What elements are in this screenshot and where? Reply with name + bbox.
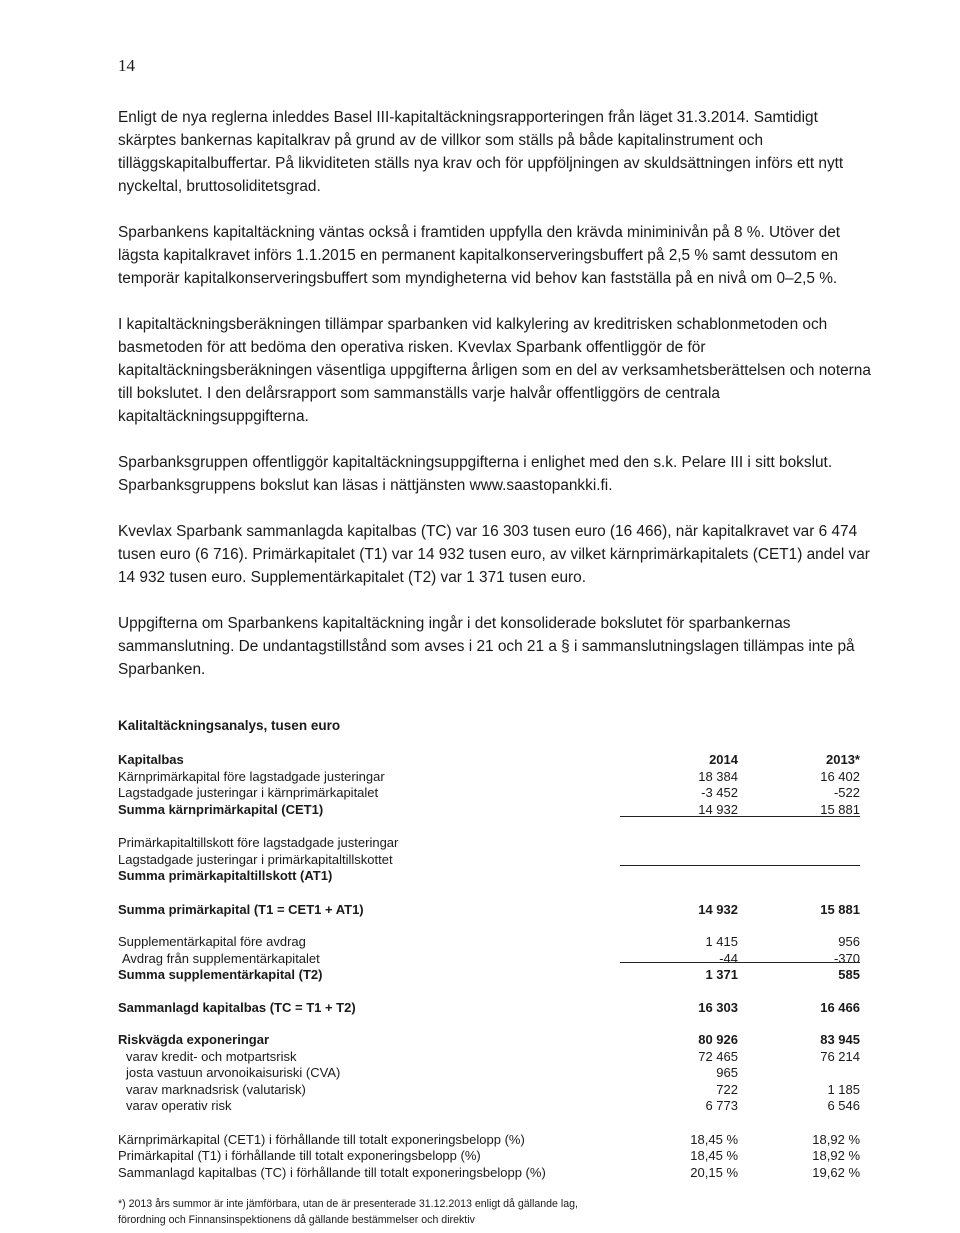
table-row bbox=[118, 934, 860, 951]
value-2013: -370 bbox=[833, 950, 860, 966]
body-text bbox=[118, 106, 874, 704]
value-2013: 19,62 % bbox=[812, 1164, 860, 1180]
value-2013: 15 881 bbox=[820, 901, 860, 917]
table-row bbox=[118, 1049, 860, 1066]
table-row-rwa bbox=[118, 1032, 860, 1049]
value-2014: 1 371 bbox=[705, 967, 738, 982]
row-label: varav marknadsrisk (valutarisk) bbox=[126, 1081, 306, 1097]
value-2014: 18,45 % bbox=[690, 1131, 738, 1147]
table-row-sum bbox=[118, 967, 860, 984]
value-2014: 722 bbox=[716, 1081, 738, 1097]
row-label: Kärnprimärkapital (CET1) i förhållande till totalt exponeringsbelopp (%) bbox=[118, 1131, 525, 1147]
paragraph-consolidation: Uppgifterna om Sparbankens kapitaltäckning ingår i det konsoliderade bokslutet för sparbankernas sammanslutning. De undantagstillstånd som avses i 21 och 21 a § i sammanslutningslagen tillämpas inte på Sparbanken. bbox=[118, 615, 855, 678]
value-2014: 18,45 % bbox=[690, 1148, 738, 1163]
row-label: Summa supplementärkapital (T2) bbox=[118, 967, 323, 982]
row-label: Sammanlagd kapitalbas (TC = T1 + T2) bbox=[118, 999, 356, 1015]
value-2013: 956 bbox=[838, 934, 860, 949]
row-label: Avdrag från supplementärkapitalet bbox=[122, 950, 320, 966]
table-header-row bbox=[118, 752, 860, 769]
row-label: Supplementärkapital före avdrag bbox=[118, 934, 306, 949]
rule-cet1-sum bbox=[620, 816, 860, 817]
table-row bbox=[118, 835, 860, 852]
header-year-2013: 2013* bbox=[826, 752, 860, 767]
value-2013: 76 214 bbox=[820, 1048, 860, 1064]
row-label: Summa primärkapital (T1 = CET1 + AT1) bbox=[118, 901, 364, 917]
table-row bbox=[118, 951, 860, 968]
table-row-total bbox=[118, 1000, 860, 1017]
footnote-line-1: *) 2013 års summor är inte jämförbara, utan de är presenterade 31.12.2013 enligt då gällande lag, bbox=[118, 1198, 578, 1210]
rule-at1-sum bbox=[620, 865, 860, 866]
value-2013: 18,92 % bbox=[812, 1131, 860, 1147]
row-label: Kärnprimärkapital före lagstadgade justeringar bbox=[118, 768, 385, 784]
value-2013: 16 466 bbox=[820, 999, 860, 1015]
header-label: Kapitalbas bbox=[118, 752, 184, 767]
value-2013: 6 546 bbox=[827, 1098, 860, 1113]
row-label: Lagstadgade justeringar i primärkapitaltillskottet bbox=[118, 851, 393, 867]
row-label: josta vastuun arvonoikaisuriski (CVA) bbox=[126, 1065, 341, 1080]
value-2014: 1 415 bbox=[705, 934, 738, 949]
paragraph-group-disclosure: Sparbanksgruppen offentliggör kapitaltäckningsuppgifterna i enlighet med den s.k. Pelare III i sitt bokslut. Sparbanksgruppens bokslut kan läsas i nättjänsten www.saastopankki.fi. bbox=[118, 454, 833, 494]
header-year-2014: 2014 bbox=[709, 752, 738, 767]
table-row bbox=[118, 1065, 860, 1082]
footnote-line-2: förordning och Finnansinspektionens då gällande bestämmelser och direktiv bbox=[118, 1214, 475, 1226]
table-row-ratio bbox=[118, 1132, 860, 1149]
value-2013: 83 945 bbox=[820, 1032, 860, 1047]
row-label: Sammanlagd kapitalbas (TC) i förhållande till totalt exponeringsbelopp (%) bbox=[118, 1164, 546, 1180]
row-label: Primärkapitaltillskott före lagstadgade justeringar bbox=[118, 835, 399, 850]
value-2013: 15 881 bbox=[820, 801, 860, 817]
value-2014: 14 932 bbox=[698, 801, 738, 817]
value-2013: 585 bbox=[838, 967, 860, 982]
value-2014: 965 bbox=[716, 1065, 738, 1080]
table-row-ratio bbox=[118, 1165, 860, 1182]
value-2014: 14 932 bbox=[698, 901, 738, 917]
value-2014: 16 303 bbox=[698, 999, 738, 1015]
paragraph-calculation-method: I kapitaltäckningsberäkningen tillämpar sparbanken vid kalkylering av kreditrisken schablonmetoden och basmetoden för att bedöma den operativa risken. Kvevlax Sparbank offentliggör de för kapitaltäckningsberäkningen väsentliga uppgifterna årligen som en del av verksamhetsberättelsen och noterna till bokslutet. I den delårsrapport som sammanställs varje halvår offentliggörs de centrala kapitaltäckningsuppgifterna. bbox=[118, 316, 871, 425]
row-label: Summa primärkapitaltillskott (AT1) bbox=[118, 868, 333, 883]
value-2013: -522 bbox=[833, 785, 860, 800]
value-2014: 72 465 bbox=[698, 1048, 738, 1064]
table-title: Kalitaltäckningsanalys, tusen euro bbox=[118, 718, 341, 733]
row-label: Summa kärnprimärkapital (CET1) bbox=[118, 801, 324, 817]
paragraph-minimum-level: Sparbankens kapitaltäckning väntas också i framtiden uppfylla den krävda miniminivån på 8 %. Utöver det lägsta kapitalkravet införs 1.1.2015 en permanent kapitalkonserveringsbuffert på 2,5 % samt dessutom en temporär kapitalkonserveringsbuffert som myndigheterna vid behov kan fastställa på en nivå om 0–2,5 %. bbox=[118, 224, 841, 287]
row-label: Primärkapital (T1) i förhållande till totalt exponeringsbelopp (%) bbox=[118, 1148, 481, 1163]
rule-t2-sum bbox=[620, 962, 860, 963]
table-row bbox=[118, 1098, 860, 1115]
table-row bbox=[118, 1082, 860, 1099]
paragraph-basel: Enligt de nya reglerna inleddes Basel III-kapitaltäckningsrapporteringen från läget 31.3.2014. Samtidigt skärptes bankernas kapitalkrav på grund av de villkor som ställs på både kapitalinstrument och tilläggskapitalbuffertar. På likviditeten ställs nya krav och för uppföljningen av skuldsättningen införs ett nytt nyckeltal, bruttosoliditetsgrad. bbox=[118, 109, 844, 195]
table-row bbox=[118, 785, 860, 802]
table-row-total bbox=[118, 902, 860, 919]
row-label: varav operativ risk bbox=[126, 1098, 232, 1113]
value-2013: 1 185 bbox=[827, 1081, 860, 1097]
footnote bbox=[118, 1196, 738, 1228]
value-2014: -44 bbox=[719, 950, 738, 966]
value-2014: 80 926 bbox=[698, 1032, 738, 1047]
value-2014: -3 452 bbox=[701, 785, 738, 800]
table-row bbox=[118, 769, 860, 786]
value-2013: 16 402 bbox=[820, 768, 860, 784]
page-number: 14 bbox=[118, 56, 135, 75]
value-2014: 6 773 bbox=[705, 1098, 738, 1113]
table-row-sum bbox=[118, 868, 860, 885]
table-row-ratio bbox=[118, 1148, 860, 1165]
value-2014: 18 384 bbox=[698, 768, 738, 784]
row-label: Riskvägda exponeringar bbox=[118, 1032, 269, 1047]
value-2014: 20,15 % bbox=[690, 1164, 738, 1180]
paragraph-capital-figures: Kvevlax Sparbank sammanlagda kapitalbas (TC) var 16 303 tusen euro (16 466), när kapitalkravet var 6 474 tusen euro (6 716). Primärkapitalet (T1) var 14 932 tusen euro, av vilket kärnprimärkapitalets (CET1) andel var 14 932 tusen euro. Supplementärkapitalet (T2) var 1 371 tusen euro. bbox=[118, 523, 870, 586]
row-label: varav kredit- och motpartsrisk bbox=[126, 1048, 297, 1064]
value-2013: 18,92 % bbox=[812, 1148, 860, 1163]
row-label: Lagstadgade justeringar i kärnprimärkapitalet bbox=[118, 785, 379, 800]
